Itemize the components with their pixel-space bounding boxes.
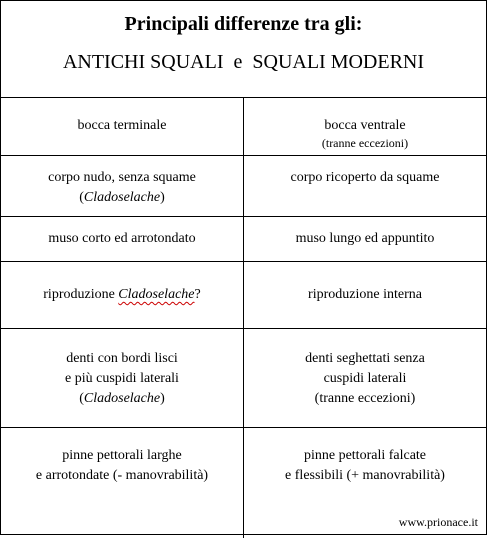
- cell-text: muso corto ed arrotondato: [48, 231, 196, 246]
- subtitle: [1, 51, 486, 74]
- cell-text-line2: cuspidi laterali: [323, 371, 407, 386]
- subtitle-conjunction: e: [233, 51, 243, 73]
- cell-text: denti seghettati senza: [305, 351, 425, 366]
- cell-text: corpo ricoperto da squame: [290, 170, 440, 185]
- cell-text: riproduzione: [43, 287, 119, 302]
- cell-text: pinne pettorali larghe: [62, 448, 182, 463]
- table-header: [1, 1, 486, 98]
- cell-text: pinne pettorali falcate: [303, 448, 427, 463]
- genus-name: Cladoselache: [83, 391, 161, 406]
- paren-open: (: [79, 190, 84, 205]
- cell-text: riproduzione interna: [308, 287, 422, 302]
- comparison-table: [1, 98, 486, 538]
- table-row: [1, 156, 486, 217]
- cell-ancient: [1, 217, 244, 261]
- table-row: [1, 262, 486, 329]
- cell-ancient: [1, 156, 244, 216]
- cell-text: corpo nudo, senza squame: [48, 170, 196, 185]
- cell-text: muso lungo ed appuntito: [295, 231, 435, 246]
- website-credit: www.prionace.it: [398, 515, 478, 529]
- cell-modern: [244, 329, 486, 427]
- paren-close: ): [160, 190, 165, 205]
- cell-text-line2: e più cuspidi laterali: [65, 371, 179, 386]
- cell-text-line2: e flessibili (+ manovrabilità): [285, 468, 445, 483]
- cell-modern: [244, 156, 486, 216]
- page-title: Principali differenze tra gli:: [124, 13, 363, 35]
- cell-ancient: [1, 98, 244, 155]
- cell-text-line3: (tranne eccezioni): [314, 391, 416, 406]
- paren-close: ): [160, 391, 165, 406]
- cell-modern: [244, 98, 486, 155]
- genus-name: Cladoselache: [118, 287, 195, 302]
- subtitle-left: ANTICHI SQUALI: [62, 51, 224, 73]
- cell-text: bocca terminale: [77, 118, 167, 133]
- table-row: [1, 329, 486, 428]
- cell-modern: [244, 262, 486, 328]
- genus-name: Cladoselache: [83, 190, 161, 205]
- cell-ancient: [1, 428, 244, 538]
- table-row: [1, 217, 486, 262]
- cell-text: bocca ventrale: [324, 118, 406, 133]
- cell-text-line2: e arrotondate (- manovrabilità): [35, 468, 209, 483]
- cell-modern: [244, 217, 486, 261]
- subtitle-right: SQUALI MODERNI: [252, 51, 425, 73]
- cell-text: denti con bordi lisci: [66, 351, 178, 366]
- cell-note: (tranne eccezioni): [321, 136, 409, 150]
- table-row: [1, 98, 486, 156]
- cell-text-line2: [1, 188, 243, 208]
- paren-open: (: [79, 391, 84, 406]
- cell-ancient: [1, 329, 244, 427]
- cell-text-line3: [1, 389, 243, 409]
- question-mark: ?: [194, 287, 201, 302]
- cell-ancient: [1, 262, 244, 328]
